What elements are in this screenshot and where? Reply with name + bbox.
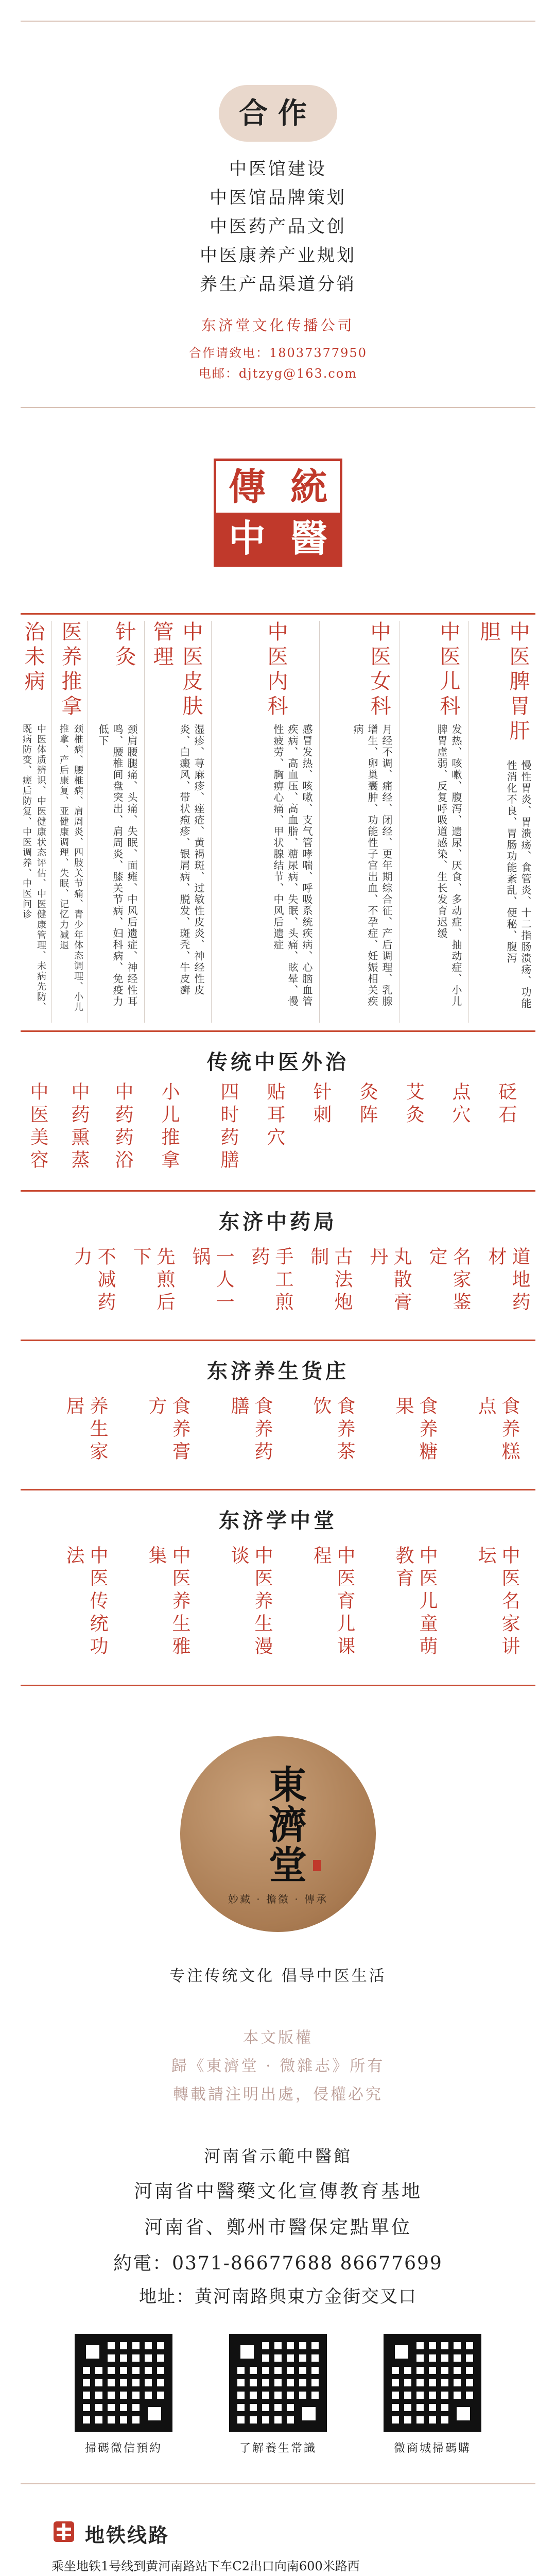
departments-grid xyxy=(21,621,535,1028)
store-title: 东济养生货庄 xyxy=(207,1359,349,1383)
pharmacy-item: 古法炮制 xyxy=(308,1247,353,1315)
contact-line3: 河南省、鄭州市醫保定點單位 xyxy=(144,2217,412,2238)
column-divider xyxy=(144,621,145,1023)
store-item: 食养茶饮 xyxy=(310,1396,355,1464)
logo-stamp xyxy=(313,1860,321,1871)
external-item: 砭石 xyxy=(496,1082,517,1127)
dept-title: 医养推拿 xyxy=(58,621,82,720)
cooperation-item: 中医药产品文创 xyxy=(210,216,346,237)
school-item: 中医养生漫谈 xyxy=(228,1546,273,1659)
school-item: 中医儿童萌教育 xyxy=(393,1546,438,1659)
store-item: 养生家居 xyxy=(63,1396,108,1464)
pharmacy-title: 东济中药局 xyxy=(219,1210,337,1234)
company-name: 东济堂文化传播公司 xyxy=(201,317,355,334)
external-item: 点穴 xyxy=(449,1082,471,1127)
dept-title: 治未病 xyxy=(21,621,45,695)
qr-caption: 掃碼微信預約 xyxy=(84,2442,162,2455)
cooperation-badge xyxy=(219,85,337,142)
store-items xyxy=(21,1396,535,1479)
store-item: 食养药膳 xyxy=(228,1396,273,1464)
dept-title: 中医内科 xyxy=(264,621,288,720)
seal-char: 醫 xyxy=(278,513,340,564)
external-item: 中药药浴 xyxy=(112,1082,133,1173)
external-item: 贴耳穴 xyxy=(264,1082,285,1150)
copyright-line1: 歸《東濟堂 · 微雜志》所有 xyxy=(171,2057,385,2075)
external-item: 艾灸 xyxy=(403,1082,424,1127)
dept-body: 感冒发热、咳嗽、支气管哮喘、呼吸系统疾病、心脑血管疾病、高血压、高血脂、糖尿病、失眠、头痛、眩晕、慢性疲劳、胸痹心痛、甲状腺结节、中风后遗症 xyxy=(272,724,313,1007)
logo-name: 東濟堂 xyxy=(263,1765,307,1885)
column-divider xyxy=(319,621,320,1023)
dept-title: 针灸 xyxy=(112,621,136,670)
copyright-line2: 轉載請注明出處，侵權必究 xyxy=(173,2086,383,2104)
pharmacy-item: 名家鉴定 xyxy=(426,1247,471,1315)
contact-line1: 河南省示範中醫館 xyxy=(203,2146,352,2166)
pharmacy-item: 一人一锅 xyxy=(189,1247,234,1315)
health-knowledge-qr[interactable] xyxy=(229,2334,327,2432)
external-item: 针刺 xyxy=(310,1082,332,1127)
qr-caption: 了解養生常識 xyxy=(239,2442,317,2455)
store-rule xyxy=(21,1489,535,1490)
slogan: 专注传统文化 倡导中医生活 xyxy=(169,1967,387,1985)
subway-text: 乘坐地铁1号线到黄河南路站下车C2出口向南600米路西 xyxy=(51,2559,360,2573)
copyright-title: 本文版權 xyxy=(243,2029,313,2047)
school-items xyxy=(21,1546,535,1680)
cooperation-item: 中医馆品牌策划 xyxy=(210,188,346,208)
dept-body: 慢性胃炎、胃溃疡、食管炎、十二指肠溃疡、功能性消化不良、胃肠功能紊乱、便秘、腹泻 xyxy=(505,760,532,1009)
store-item: 食养膏方 xyxy=(146,1396,190,1464)
microstore-qr[interactable] xyxy=(384,2334,481,2432)
external-item: 小儿推拿 xyxy=(159,1082,180,1173)
school-item: 中医名家讲坛 xyxy=(475,1546,520,1659)
column-divider xyxy=(468,621,469,1023)
cooperation-item: 中医康养产业规划 xyxy=(200,245,356,266)
dept-body: 中医体质辨识、中医健康状态评估、中医健康管理、未病先防、既病防变、瘥后防复、中医调养、中医问诊 xyxy=(21,724,46,1012)
external-rule xyxy=(21,1190,535,1192)
school-item: 中医养生雅集 xyxy=(146,1546,190,1659)
store-item: 食养糕点 xyxy=(475,1396,520,1464)
dept-title: 中医脾胃肝胆 xyxy=(477,621,530,744)
departments-top-rule xyxy=(21,613,535,615)
contact-phone[interactable]: 約電：0371-86677688 86677699 xyxy=(113,2253,443,2274)
pharmacy-item: 道地药材 xyxy=(485,1247,530,1315)
subway-title: 地铁线路 xyxy=(85,2523,170,2547)
pharmacy-item: 丸散膏丹 xyxy=(367,1247,412,1315)
dongjitang-logo xyxy=(180,1736,376,1932)
contact-address: 地址：黄河南路與東方金街交叉口 xyxy=(139,2286,417,2307)
cooperation-list xyxy=(0,155,556,299)
wechat-appointment-qr[interactable] xyxy=(75,2334,172,2432)
school-item: 中医传统功法 xyxy=(63,1546,108,1659)
seal-char: 統 xyxy=(290,465,327,509)
column-divider xyxy=(51,621,52,1023)
phone-contact[interactable]: 合作请致电：18037377950 xyxy=(189,346,367,360)
logo-tagline: 妙藏 · 擔徵 · 傳承 xyxy=(228,1893,328,1905)
cooperation-item: 养生产品渠道分销 xyxy=(200,274,356,295)
external-item: 中药熏蒸 xyxy=(68,1082,90,1173)
pharmacy-rule xyxy=(21,1340,535,1341)
school-rule xyxy=(21,1685,535,1686)
contact-line2: 河南省中醫藥文化宣傳教育基地 xyxy=(133,2181,422,2202)
external-item: 中医美容 xyxy=(27,1082,48,1173)
dept-title: 中医女科 xyxy=(367,621,391,720)
subway-icon xyxy=(51,2519,76,2544)
dept-body: 颈肩腰腿痛、头痛、失眠、面瘫、中风后遗症、神经性耳鸣、腰椎间盘突出、肩周炎、膝关节病、妇科病、免疫力低下 xyxy=(97,724,138,1007)
column-divider xyxy=(211,621,212,1023)
dept-body: 颈椎病、腰椎病、肩周炎、四肢关节痛、青少年体态调理、小儿推拿、产后康复、亚健康调理、失眠、记忆力减退 xyxy=(58,724,83,1012)
dept-title: 中医儿科 xyxy=(437,621,460,720)
school-title: 东济学中堂 xyxy=(219,1509,337,1533)
pharmacy-item: 先煎后下 xyxy=(130,1247,175,1315)
dept-title: 中医皮肤管理 xyxy=(150,621,203,720)
external-title: 传统中医外治 xyxy=(207,1050,349,1074)
departments-bottom-rule xyxy=(21,1030,535,1032)
seal-char: 中 xyxy=(216,513,278,564)
routes-divider xyxy=(21,2483,535,2484)
external-items xyxy=(21,1082,535,1185)
dept-body: 发热、咳嗽、腹泻、遗尿、厌食、多动症、抽动症、小儿脾胃虚弱、反复呼吸道感染、生长发育迟缓 xyxy=(436,724,462,1007)
pharmacy-items xyxy=(21,1247,535,1329)
top-divider xyxy=(21,21,535,22)
pharmacy-item: 不减药力 xyxy=(71,1247,116,1315)
qr-caption: 微商城掃碼購 xyxy=(393,2442,471,2455)
dept-body: 湿疹、荨麻疹、痤疮、黄褐斑、过敏性皮炎、神经性皮炎、白癜风、带状疱疹、银屑病、脱发、斑秃、牛皮癣 xyxy=(178,724,205,996)
tcm-seal-logo xyxy=(214,459,342,567)
dept-body: 月经不调、痛经、闭经、更年期综合征、产后调理、乳腺增生、卵巢囊肿、功能性子宫出血、不孕症、妊娠相关疾病 xyxy=(352,724,393,1007)
external-item: 四时药膳 xyxy=(218,1082,239,1173)
external-item: 灸阵 xyxy=(357,1082,378,1127)
seal-char: 傳 xyxy=(228,465,266,509)
cooperation-divider xyxy=(21,407,535,408)
cooperation-title: 合作 xyxy=(239,96,317,130)
pharmacy-item: 手工煎药 xyxy=(249,1247,293,1315)
store-item: 食养糖果 xyxy=(393,1396,438,1464)
school-item: 中医育儿课程 xyxy=(310,1546,355,1659)
email-contact[interactable]: 电邮：djtzyg@163.com xyxy=(198,366,358,381)
cooperation-item: 中医馆建设 xyxy=(229,159,327,179)
